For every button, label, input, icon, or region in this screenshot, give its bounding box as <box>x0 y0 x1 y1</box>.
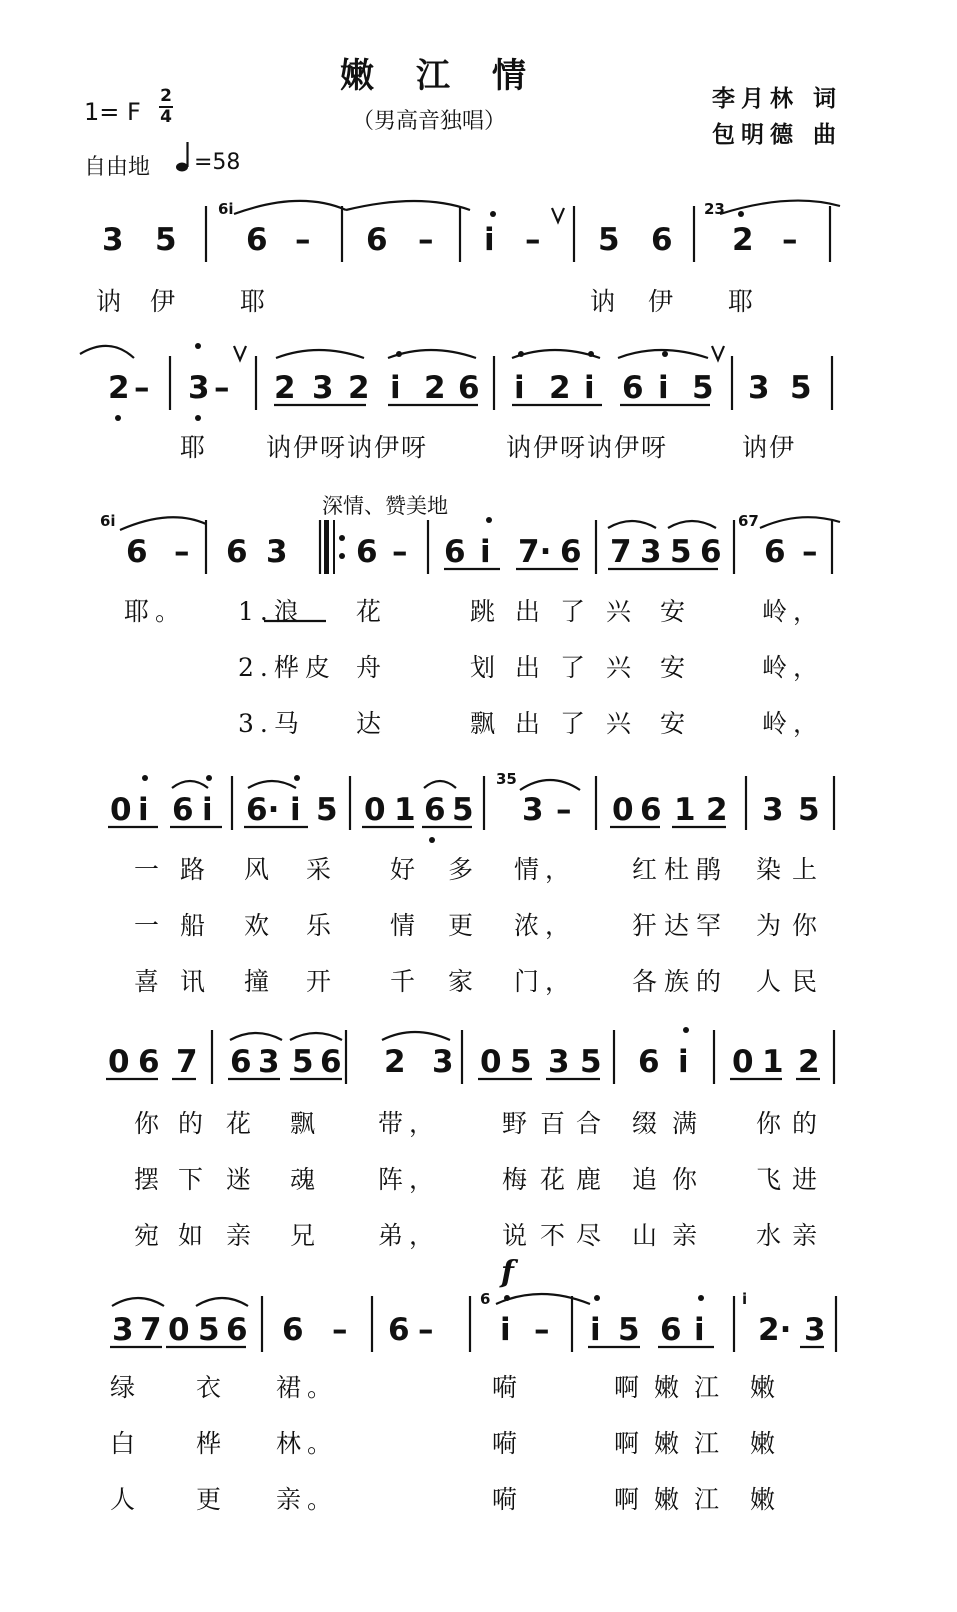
dash: – <box>214 370 230 406</box>
dash: – <box>418 1312 434 1348</box>
note: 5 <box>155 222 177 258</box>
note: 2 <box>348 370 370 406</box>
lyric: 江 <box>694 1429 726 1458</box>
lyric: 了 <box>560 653 592 682</box>
lyric: 一 <box>134 855 166 884</box>
lyric: 喜 <box>134 967 166 996</box>
note: 6· <box>246 792 280 828</box>
lyric: 花 <box>540 1165 572 1194</box>
lyric: 人 <box>756 967 788 996</box>
note: 6 <box>458 370 480 406</box>
note: 5 <box>580 1044 602 1080</box>
dash: – <box>525 222 541 258</box>
lyric: 林。 <box>276 1429 339 1458</box>
lyric: 尽 <box>576 1221 608 1250</box>
breath-mark <box>712 346 724 360</box>
composer-credit: 包明德 曲 <box>712 121 843 148</box>
lyric: 讷伊 <box>742 433 797 462</box>
lyric: 嗬 <box>492 1485 524 1514</box>
lyric: 说 <box>502 1221 534 1250</box>
slur <box>276 350 364 358</box>
time-top: 2 <box>160 86 172 106</box>
lyric: 啊 <box>614 1373 646 1402</box>
dash: – <box>802 534 818 570</box>
lyric: 情 <box>390 911 422 940</box>
grace-note: 6 <box>480 1290 491 1308</box>
lyric: 安 <box>660 653 692 682</box>
slur <box>230 1033 282 1040</box>
note: 2 <box>274 370 296 406</box>
song-title: 嫩江情 <box>340 56 568 96</box>
lyric: 衣 <box>196 1373 228 1402</box>
slur <box>120 517 206 530</box>
lyric: 风 <box>244 855 276 884</box>
note: 7 <box>140 1312 162 1348</box>
tempo-value: =58 <box>194 150 241 175</box>
lyric: 嫩 <box>750 1485 782 1514</box>
dash: – <box>418 222 434 258</box>
lyric: 千 <box>390 967 422 996</box>
lyric: 嫩 <box>654 1429 686 1458</box>
lyric: 1.浪 <box>238 597 305 626</box>
note: 2 <box>549 370 571 406</box>
lyric: 你 <box>134 1109 166 1138</box>
note: 3 <box>522 792 544 828</box>
lyric: 嗬 <box>492 1373 524 1402</box>
lyric: 绿 <box>110 1373 142 1402</box>
lyric: 鹃 <box>696 855 728 884</box>
note: i <box>694 1312 705 1348</box>
lyric: 追 <box>632 1165 664 1194</box>
note: 5 <box>198 1312 220 1348</box>
slur <box>382 1032 450 1040</box>
lyric: 伊 <box>150 287 182 316</box>
slur <box>172 781 208 788</box>
note: 6 <box>660 1312 682 1348</box>
lyric: 耶 <box>180 433 212 462</box>
lyric: 摆 <box>134 1165 166 1194</box>
note: 6 <box>560 534 582 570</box>
dash: – <box>134 370 150 406</box>
note: 6 <box>424 792 446 828</box>
slur <box>234 201 346 214</box>
note: 3 <box>748 370 770 406</box>
lyric: 杜 <box>664 855 696 884</box>
lyric: 民 <box>792 967 824 996</box>
lyric: 嗬 <box>492 1429 524 1458</box>
note: 7 <box>176 1044 198 1080</box>
lyric: 3.马 <box>238 709 305 738</box>
lyric: 划 <box>470 653 502 682</box>
slur <box>424 781 456 788</box>
lyric: 2.桦皮 <box>238 653 336 682</box>
note: 3 <box>102 222 124 258</box>
lyric: 的 <box>178 1109 210 1138</box>
note: i <box>658 370 669 406</box>
note: 2 <box>798 1044 820 1080</box>
lyric: 欢 <box>244 911 276 940</box>
slur <box>720 201 840 214</box>
note: 5 <box>292 1044 314 1080</box>
note: 3 <box>640 534 662 570</box>
note: 2· <box>758 1312 792 1348</box>
note: 6 <box>356 534 378 570</box>
lyric: 耶。 <box>124 597 187 626</box>
lyric: 亲 <box>226 1221 258 1250</box>
note: 3 <box>188 370 210 406</box>
lyric: 阵， <box>378 1165 441 1194</box>
slur <box>346 201 470 210</box>
lyric: 宛 <box>134 1221 166 1250</box>
lyric: 岭， <box>762 653 825 682</box>
lyric: 迷 <box>226 1165 258 1194</box>
slur <box>496 1294 590 1304</box>
lyric: 花 <box>226 1109 258 1138</box>
lyric: 各 <box>632 967 664 996</box>
note: 6 <box>126 534 148 570</box>
note: 6 <box>230 1044 252 1080</box>
lyric: 门， <box>514 967 577 996</box>
note: 6 <box>246 222 268 258</box>
lyric: 了 <box>560 709 592 738</box>
note: 3 <box>548 1044 570 1080</box>
lyric: 撞 <box>244 967 276 996</box>
note: 6 <box>700 534 722 570</box>
lyric: 采 <box>306 855 338 884</box>
note: 0 <box>168 1312 190 1348</box>
dynamic-forte: f <box>501 1255 514 1290</box>
note: 6 <box>320 1044 342 1080</box>
lyric: 兄 <box>290 1221 322 1250</box>
note: 3 <box>312 370 334 406</box>
slur <box>196 1298 248 1306</box>
note: 0 <box>364 792 386 828</box>
lyric: 嫩 <box>750 1373 782 1402</box>
lyricist-credit: 李月林 词 <box>712 85 843 112</box>
lyric: 桦 <box>196 1429 228 1458</box>
lyric: 兴 <box>606 597 638 626</box>
lyric: 带， <box>378 1109 441 1138</box>
lyric: 裙。 <box>276 1373 339 1402</box>
grace-note: 6i <box>218 200 234 218</box>
note: i <box>138 792 149 828</box>
slur <box>520 780 580 790</box>
dash: – <box>174 534 190 570</box>
lyric: 下 <box>178 1165 210 1194</box>
breath-mark <box>234 346 246 360</box>
lyric: 上 <box>792 855 824 884</box>
lyric: 犴 <box>632 911 664 940</box>
note: 5 <box>692 370 714 406</box>
lyric: 出 <box>515 709 547 738</box>
lyric: 山 <box>632 1221 664 1250</box>
note: 2 <box>732 222 754 258</box>
slur <box>112 1298 164 1306</box>
note: 5 <box>670 534 692 570</box>
lyric: 多 <box>448 855 480 884</box>
lyric: 出 <box>515 597 547 626</box>
lyric: 染 <box>756 855 788 884</box>
lyric: 你 <box>672 1165 704 1194</box>
note: 1 <box>394 792 416 828</box>
lyric: 人 <box>110 1485 142 1514</box>
note: 7 <box>610 534 632 570</box>
slur <box>608 521 656 528</box>
note: i <box>390 370 401 406</box>
note: 6 <box>226 534 248 570</box>
lyric: 嫩 <box>654 1485 686 1514</box>
lyric: 合 <box>576 1109 608 1138</box>
note: i <box>590 1312 601 1348</box>
lyric: 魂 <box>290 1165 322 1194</box>
note: 3 <box>258 1044 280 1080</box>
lyric: 安 <box>660 597 692 626</box>
slur <box>760 517 840 528</box>
grace-note: 6i <box>100 512 116 530</box>
lyric: 开 <box>306 967 338 996</box>
lyric: 出 <box>515 653 547 682</box>
note: 6 <box>651 222 673 258</box>
lyric: 讯 <box>180 967 212 996</box>
note: 6 <box>226 1312 248 1348</box>
lyric: 好 <box>390 855 422 884</box>
tempo-text: 自由地 <box>84 155 151 180</box>
lyric: 亲 <box>672 1221 704 1250</box>
lyric: 飘 <box>470 709 502 738</box>
note: 0 <box>110 792 132 828</box>
slur <box>512 350 600 358</box>
note: 3 <box>762 792 784 828</box>
lyric: 野 <box>502 1109 534 1138</box>
lyric: 如 <box>178 1221 210 1250</box>
note: i <box>290 792 301 828</box>
lyric: 百 <box>540 1109 572 1138</box>
note: i <box>480 534 491 570</box>
lyric: 路 <box>180 855 212 884</box>
note: 1 <box>762 1044 784 1080</box>
note: 2 <box>384 1044 406 1080</box>
lyric: 梅 <box>502 1165 534 1194</box>
lyric: 白 <box>110 1429 142 1458</box>
lyric: 达 <box>664 911 696 940</box>
grace-note: 35 <box>496 770 517 788</box>
note: 3 <box>112 1312 134 1348</box>
dash: – <box>332 1312 348 1348</box>
lyric: 浓， <box>514 911 577 940</box>
lyric: 弟， <box>378 1221 441 1250</box>
note: 1 <box>674 792 696 828</box>
dash: – <box>556 792 572 828</box>
note: 2 <box>424 370 446 406</box>
lyric: 更 <box>196 1485 228 1514</box>
note: i <box>500 1312 511 1348</box>
grace-note: i <box>742 1290 748 1308</box>
slur <box>668 521 716 528</box>
lyric: 跳 <box>470 597 502 626</box>
note: 6 <box>366 222 388 258</box>
time-bottom: 4 <box>160 107 172 127</box>
note: 6 <box>388 1312 410 1348</box>
lyric: 更 <box>448 911 480 940</box>
note: 5 <box>510 1044 532 1080</box>
lyric: 嫩 <box>750 1429 782 1458</box>
slur <box>248 781 296 788</box>
dash: – <box>295 222 311 258</box>
note: 6 <box>622 370 644 406</box>
lyric: 情， <box>514 855 577 884</box>
lyric: 不 <box>540 1221 572 1250</box>
lyric: 讷伊呀讷伊呀 <box>506 433 669 462</box>
lyric: 花 <box>356 597 388 626</box>
lyric: 为 <box>756 911 788 940</box>
note: 6 <box>640 792 662 828</box>
note: i <box>202 792 213 828</box>
note: 3 <box>432 1044 454 1080</box>
lyric: 罕 <box>696 911 728 940</box>
note: 0 <box>108 1044 130 1080</box>
lyric: 讷 <box>590 287 622 316</box>
note: 2 <box>108 370 130 406</box>
note: 2 <box>706 792 728 828</box>
lyric: 岭， <box>762 597 825 626</box>
slur <box>80 346 134 358</box>
expression-mark: 深情、赞美地 <box>322 494 448 518</box>
note: 5 <box>316 792 338 828</box>
lyric: 耶 <box>728 287 760 316</box>
note: 5 <box>598 222 620 258</box>
lyric: 讷伊呀讷伊呀 <box>266 433 429 462</box>
grace-note: 23 <box>704 200 725 218</box>
note: 0 <box>612 792 634 828</box>
note: 6 <box>138 1044 160 1080</box>
lyric: 船 <box>180 911 212 940</box>
lyric: 安 <box>660 709 692 738</box>
lyric: 红 <box>632 855 664 884</box>
lyric: 耶 <box>240 287 272 316</box>
lyric: 达 <box>356 709 388 738</box>
note: i <box>514 370 525 406</box>
lyric: 江 <box>694 1485 726 1514</box>
note: 3 <box>266 534 288 570</box>
octave-dots <box>115 211 744 1301</box>
breath-mark <box>552 208 564 222</box>
note: i <box>678 1044 689 1080</box>
lyric: 江 <box>694 1373 726 1402</box>
slur <box>290 1033 342 1040</box>
note: 5 <box>618 1312 640 1348</box>
note: 6 <box>282 1312 304 1348</box>
lyric: 族 <box>664 967 696 996</box>
dash: – <box>534 1312 550 1348</box>
lyric: 舟 <box>356 653 388 682</box>
note: 6 <box>172 792 194 828</box>
lyric: 兴 <box>606 653 638 682</box>
grace-note: 67 <box>738 512 759 530</box>
note: 6 <box>764 534 786 570</box>
lyric: 鹿 <box>576 1165 608 1194</box>
lyric: 水 <box>756 1221 788 1250</box>
lyric: 飘 <box>290 1109 322 1138</box>
dash: – <box>392 534 408 570</box>
lyric: 的 <box>792 1109 824 1138</box>
note: 6 <box>638 1044 660 1080</box>
lyric: 缀 <box>632 1109 664 1138</box>
lyric: 嫩 <box>654 1373 686 1402</box>
note: 5 <box>790 370 812 406</box>
lyric: 乐 <box>306 911 338 940</box>
note: 5 <box>452 792 474 828</box>
dash: – <box>782 222 798 258</box>
repeat-sign <box>324 520 345 574</box>
lyric: 了 <box>560 597 592 626</box>
lyric: 啊 <box>614 1429 646 1458</box>
note: i <box>584 370 595 406</box>
note: 6 <box>444 534 466 570</box>
lyric: 亲。 <box>276 1485 339 1514</box>
lyric: 一 <box>134 911 166 940</box>
lyric: 进 <box>792 1165 824 1194</box>
lyric: 的 <box>696 967 728 996</box>
lyric: 兴 <box>606 709 638 738</box>
note: i <box>484 222 495 258</box>
lyric: 伊 <box>648 287 680 316</box>
song-subtitle: （男高音独唱） <box>352 109 507 134</box>
lyric: 讷 <box>96 287 128 316</box>
lyric: 你 <box>792 911 824 940</box>
lyric: 岭， <box>762 709 825 738</box>
note: 7· <box>518 534 552 570</box>
note: 0 <box>480 1044 502 1080</box>
lyric: 家 <box>448 967 480 996</box>
lyric: 飞 <box>756 1165 788 1194</box>
lyric: 啊 <box>614 1485 646 1514</box>
note: 3 <box>804 1312 826 1348</box>
key-signature: 1= F <box>84 98 141 126</box>
lyric: 你 <box>756 1109 788 1138</box>
lyric: 满 <box>672 1109 704 1138</box>
lyric: 亲 <box>792 1221 824 1250</box>
note: 0 <box>732 1044 754 1080</box>
note: 5 <box>798 792 820 828</box>
